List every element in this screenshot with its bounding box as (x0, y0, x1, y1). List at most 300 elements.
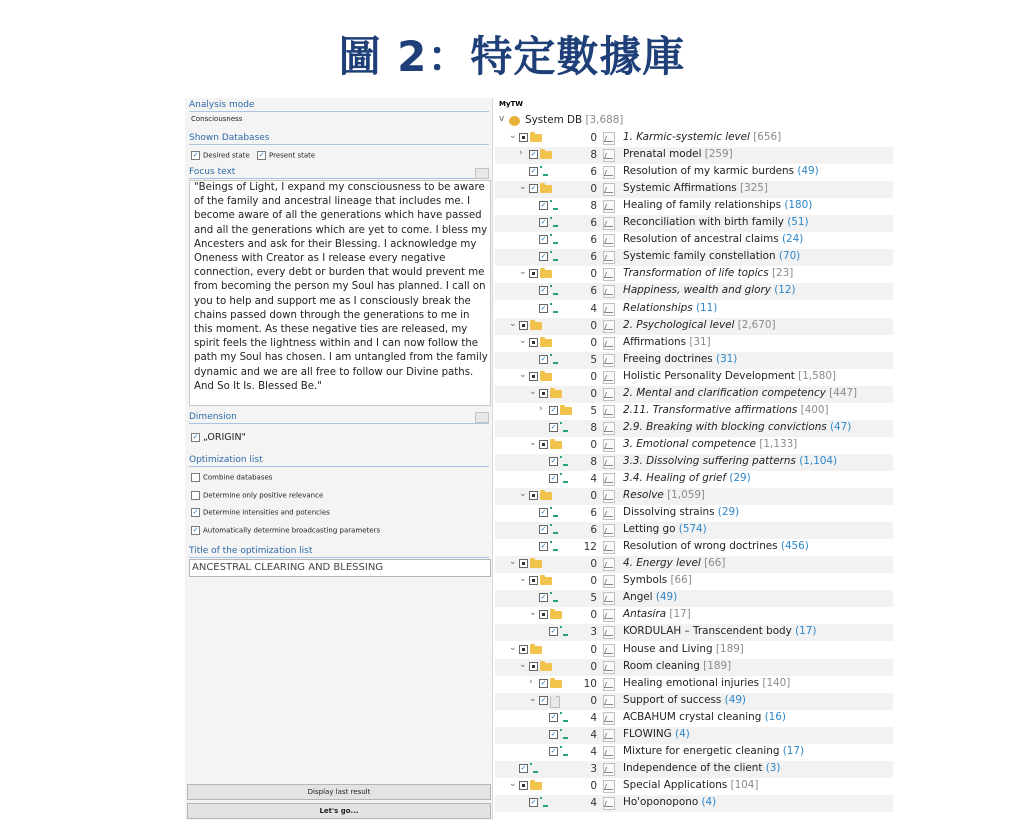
tree-row-count: (29) (729, 472, 751, 484)
tree-row-count: (180) (784, 199, 813, 212)
focus-text-area[interactable] (189, 180, 491, 406)
intensities-label: Determine intensities and potencies (203, 508, 330, 517)
graph-icon[interactable] (603, 780, 615, 793)
tree-row-label: Resolution of ancestral claims (24) (623, 233, 804, 246)
tree-row-count: [1,580] (798, 369, 837, 382)
tree-row[interactable] (495, 215, 893, 232)
tree-row[interactable] (495, 454, 893, 471)
graph-icon[interactable] (603, 217, 615, 230)
combine-label: Combine databases (203, 473, 273, 482)
tree-row-label: Systemic family constellation (70) (623, 250, 801, 263)
tree-row-score: 0 (590, 268, 597, 281)
tree-row[interactable] (495, 386, 893, 403)
tree-row-label: 2.9. Breaking with blocking convictions (47) (623, 420, 852, 433)
tree-row[interactable] (495, 607, 893, 624)
tree-row-checkbox[interactable] (529, 269, 538, 278)
tree-row[interactable] (495, 624, 893, 641)
graph-icon[interactable] (603, 132, 615, 145)
graph-icon[interactable] (603, 166, 615, 179)
chevron-down-icon[interactable]: ⌄ (519, 574, 527, 585)
tree-row-checkbox[interactable] (529, 491, 538, 500)
tree-row-count: [23] (771, 267, 794, 280)
folder-icon (540, 577, 552, 585)
tree-row-score: 8 (590, 200, 597, 213)
graph-icon[interactable] (603, 644, 615, 657)
list-icon[interactable] (475, 168, 489, 179)
tree-row-count: [400] (800, 403, 829, 416)
tree-row-count: (16) (764, 710, 786, 723)
tree-row-count: (24) (781, 233, 804, 246)
graph-icon[interactable] (603, 234, 615, 247)
leaf-entry-icon (550, 234, 558, 244)
tree-row-score: 5 (590, 592, 597, 605)
figure-title: 圖 2：特定數據庫 (338, 32, 686, 81)
tree-row-score: 0 (590, 319, 597, 332)
graph-icon[interactable] (603, 422, 615, 435)
tree-row-label: Systemic Affirmations [325] (623, 182, 768, 195)
tree-row-checkbox[interactable]: ✓ (530, 797, 537, 806)
leaf-entry-icon (540, 797, 548, 807)
graph-icon[interactable] (603, 251, 615, 264)
tree-row[interactable] (495, 573, 893, 590)
tree-row[interactable] (495, 778, 893, 795)
graph-icon[interactable] (603, 712, 615, 725)
folder-icon (550, 390, 562, 398)
database-tree-panel (495, 98, 895, 820)
tree-row[interactable] (495, 795, 893, 812)
tree-row[interactable] (495, 659, 893, 676)
graph-icon[interactable] (603, 268, 615, 281)
tree-row-checkbox[interactable] (539, 440, 548, 449)
tree-row-checkbox[interactable]: ✓ (550, 474, 557, 482)
graph-icon[interactable] (603, 473, 615, 486)
tree-row-checkbox[interactable]: ✓ (550, 405, 557, 414)
tree-row[interactable] (495, 266, 893, 283)
tree-row-count: [66] (704, 557, 726, 570)
tree-row-checkbox[interactable] (539, 389, 548, 398)
opt-positive[interactable] (191, 491, 323, 500)
settings-panel (185, 98, 493, 820)
tree-row-checkbox[interactable]: ✓ (540, 252, 547, 261)
tree-row-label: Transformation of life topics [23] (623, 267, 794, 280)
tree-row-count: [189] (703, 659, 732, 672)
intensities-checkbox[interactable]: ✓ (192, 508, 199, 516)
folder-icon (530, 322, 542, 330)
tree-row[interactable] (495, 642, 893, 659)
folder-icon (550, 441, 562, 449)
chevron-down-icon[interactable]: ⌄ (519, 335, 527, 346)
folder-icon (540, 373, 552, 381)
folder-icon (540, 339, 552, 347)
tree-row-count: [656] (753, 131, 782, 143)
tree-row[interactable] (495, 522, 893, 539)
root-label: System DB [3,688] (525, 114, 624, 126)
dimension-label: Dimension (189, 412, 489, 424)
tree-row-label: Freeing doctrines (31) (623, 352, 738, 365)
graph-icon[interactable] (603, 729, 615, 742)
tree-row-checkbox[interactable]: ✓ (540, 354, 547, 363)
chevron-down-icon[interactable]: ⌄ (529, 437, 537, 448)
tree-row-label: Resolution of wrong doctrines (456) (623, 540, 809, 553)
tree-row-score: 5 (590, 353, 597, 366)
tree-row-count: (49) (724, 693, 746, 706)
graph-icon[interactable] (603, 763, 615, 776)
dimension-checkbox[interactable]: ✓ (192, 433, 199, 441)
tree-row[interactable] (495, 249, 893, 266)
tree-row-checkbox[interactable]: ✓ (530, 150, 537, 159)
leaf-entry-icon (560, 473, 568, 483)
tree-row-score: 4 (590, 302, 597, 315)
tree-row-score: 8 (590, 149, 597, 162)
tree-row-count: [2,670] (737, 318, 776, 331)
tree-root[interactable] (495, 113, 893, 130)
graph-icon[interactable] (603, 149, 615, 162)
graph-icon[interactable] (603, 285, 615, 298)
graph-icon[interactable] (603, 200, 615, 213)
graph-icon[interactable] (603, 456, 615, 469)
chevron-down-icon[interactable]: ⌄ (519, 182, 527, 193)
chevron-down-icon[interactable]: ⌄ (509, 557, 517, 568)
tree-row[interactable] (495, 761, 893, 778)
tree-row-score: 4 (590, 796, 597, 809)
leaf-entry-icon (550, 592, 558, 602)
tree-row-checkbox[interactable]: ✓ (540, 695, 547, 704)
graph-icon[interactable] (603, 405, 615, 418)
focus-text: "Beings of Light, I expand my consciousness to be aware of the family and ancestral lineage that includes me. I become aware of all the generations which have passed and all the generations which are yet to come. I bless my Ancesters and ask for their Blessing. I acknowledge my Oneness with Creator as I release every negative connection, every debt or burden that would prevent me from becoming the person my Soul has planned. I call on you to help and support me as I consciously break the chains passed down through the generations to me in this moment. As these negative ties are released, my spirit feels the lightness within and I can now follow the path my Soul has chosen. I am untangled from the family dynamic and we are all free to follow our Divine paths. And So It Is. Blessed Be." (194, 182, 488, 392)
tree-row-count: [31] (689, 335, 711, 348)
tree-row-checkbox[interactable] (529, 662, 538, 671)
leaf-entry-icon (550, 200, 558, 210)
graph-icon[interactable] (603, 678, 615, 691)
tree-row[interactable] (495, 147, 893, 164)
tree-row-count: [17] (669, 608, 691, 621)
leaf-entry-icon (560, 456, 568, 466)
tree-row-count: (1,104) (799, 454, 838, 467)
leaf-entry-icon (560, 712, 568, 722)
tree-row[interactable] (495, 232, 893, 249)
graph-icon[interactable] (603, 524, 615, 537)
leaf-entry-icon (550, 541, 558, 551)
chevron-down-icon[interactable]: ⌄ (519, 267, 527, 278)
tree-row-count: (47) (830, 420, 852, 433)
tree-row[interactable] (495, 301, 893, 318)
leaf-entry-icon (550, 354, 558, 364)
tree-row[interactable] (495, 488, 893, 505)
tree-row-label: ACBAHUM crystal cleaning (16) (623, 710, 786, 723)
graph-icon[interactable] (603, 337, 615, 350)
tree-row-label: Resolution of my karmic burdens (49) (623, 165, 819, 178)
tree-row-checkbox[interactable]: ✓ (550, 712, 557, 721)
chevron-down-icon[interactable]: v (499, 114, 505, 124)
tree-row[interactable] (495, 283, 893, 300)
graph-icon[interactable] (603, 507, 615, 520)
folder-icon (530, 782, 542, 790)
graph-icon[interactable] (603, 558, 615, 571)
database-icon (509, 116, 520, 126)
tree-row-label: Independence of the client (3) (623, 761, 781, 774)
leaf-entry-icon (530, 763, 538, 773)
tree-row-score: 4 (590, 473, 597, 485)
tree-row-checkbox[interactable] (519, 133, 528, 142)
tree-row-label: Dissolving strains (29) (623, 506, 740, 519)
tree-row-checkbox[interactable]: ✓ (540, 525, 547, 534)
graph-icon[interactable] (603, 439, 615, 452)
folder-icon (540, 270, 552, 278)
tree-row-checkbox[interactable]: ✓ (540, 218, 547, 227)
tree-row-score: 0 (590, 694, 597, 707)
combine-checkbox[interactable] (191, 473, 200, 482)
tree-row-label: 2. Mental and clarification competency [447] (623, 386, 858, 399)
tree-row-score: 6 (590, 166, 597, 179)
tree-row-score: 6 (590, 285, 597, 298)
tree-row-label: Healing emotional injuries [140] (623, 676, 791, 689)
tree-row-label: 3. Emotional competence [1,133] (623, 437, 798, 450)
tree-row-count: (70) (778, 250, 801, 263)
tree-row-checkbox[interactable]: ✓ (540, 303, 547, 312)
tree-row[interactable] (495, 437, 893, 454)
tree-row[interactable] (495, 352, 893, 369)
tree-row-checkbox[interactable] (529, 576, 538, 585)
tree-row-label: Ho'oponopono (4) (623, 795, 717, 808)
graph-icon[interactable] (603, 183, 615, 196)
tree-row-count: (3) (765, 761, 781, 774)
tree-row-count: (4) (701, 795, 717, 808)
tree-row-score: 0 (590, 490, 597, 503)
tree-row[interactable] (495, 676, 893, 693)
tree-row-label: Resolve [1,059] (623, 489, 705, 502)
tree-row[interactable] (495, 369, 893, 386)
graph-icon[interactable] (603, 490, 615, 503)
opt-broadcasting[interactable] (191, 526, 380, 535)
folder-icon (530, 560, 542, 568)
tree-row-score: 6 (590, 217, 597, 230)
opt-intensities[interactable] (191, 508, 330, 517)
graph-icon[interactable] (603, 746, 615, 759)
tree-row[interactable] (495, 181, 893, 198)
db-option-desired[interactable] (191, 151, 250, 160)
positive-checkbox[interactable] (191, 491, 200, 500)
tree-row-score: 0 (590, 370, 597, 383)
chevron-down-icon[interactable]: ⌄ (509, 318, 517, 329)
tree-row-checkbox[interactable] (519, 321, 528, 330)
tree-row-checkbox[interactable]: ✓ (540, 201, 547, 210)
display-last-result-button[interactable]: Display last result (187, 784, 491, 800)
tree-row-score: 0 (590, 387, 597, 400)
tree-row-label: Affirmations [31] (623, 335, 711, 348)
dimension-item[interactable] (191, 432, 246, 443)
folder-icon (530, 646, 542, 654)
tree-row-count: (31) (716, 352, 738, 365)
tree-row-checkbox[interactable]: ✓ (550, 729, 557, 738)
tree-row-score: 8 (590, 421, 597, 434)
present-state-checkbox[interactable]: ✓ (258, 151, 265, 159)
leaf-entry-icon (550, 507, 558, 517)
tree-row-label: Special Applications [104] (623, 778, 759, 791)
tree-row-score: 4 (590, 728, 597, 741)
tree-row-score: 3 (590, 762, 597, 775)
tree-row-label: Symbols [66] (623, 574, 692, 587)
tree-row[interactable] (495, 727, 893, 744)
graph-icon[interactable] (603, 320, 615, 333)
tree-row-label: Angel (49) (623, 591, 678, 604)
tree-row-checkbox[interactable]: ✓ (550, 746, 557, 755)
tree-row-checkbox[interactable]: ✓ (540, 508, 547, 517)
analysis-mode-value[interactable]: Consciousness (191, 115, 243, 123)
tree-row-score: 0 (590, 660, 597, 673)
tree-row-checkbox[interactable] (539, 610, 548, 619)
opt-combine[interactable] (191, 473, 272, 482)
tree-row-label: Reconciliation with birth family (51) (623, 216, 809, 229)
tree-row-checkbox[interactable] (529, 372, 538, 381)
tree-row-checkbox[interactable]: ✓ (540, 542, 547, 551)
title-list-input[interactable]: ANCESTRAL CLEARING AND BLESSING (189, 559, 491, 577)
graph-icon[interactable] (603, 661, 615, 674)
folder-icon (540, 151, 552, 159)
graph-icon[interactable] (603, 354, 615, 367)
chevron-down-icon[interactable]: ⌄ (529, 608, 537, 619)
graph-icon[interactable] (475, 412, 489, 423)
tree-row-score: 0 (590, 643, 597, 656)
tree-row-count: [66] (670, 574, 692, 587)
chevron-down-icon[interactable]: ⌄ (519, 489, 527, 500)
tree-row[interactable] (495, 590, 893, 607)
folder-icon (540, 492, 552, 500)
tree-row[interactable] (495, 198, 893, 215)
tree-row-count: [1,059] (667, 489, 705, 502)
tree-row[interactable] (495, 403, 893, 420)
lets-go-button[interactable]: Let's go... (187, 803, 491, 819)
tree-row[interactable] (495, 130, 893, 147)
tree-row-count: [140] (762, 676, 791, 689)
tree-row-count: [189] (715, 642, 744, 655)
tree-row-label: FLOWING (4) (623, 727, 690, 740)
tree-row-checkbox[interactable]: ✓ (550, 422, 557, 431)
chevron-right-icon[interactable]: › (539, 403, 543, 414)
tree-row[interactable] (495, 318, 893, 335)
chevron-right-icon[interactable]: › (519, 148, 523, 159)
tree-row-checkbox[interactable] (529, 338, 538, 347)
tree-row-checkbox[interactable]: ✓ (540, 678, 547, 687)
db-option-present[interactable] (257, 151, 315, 160)
tree-row-checkbox[interactable]: ✓ (520, 763, 527, 772)
focus-text-label: Focus text (189, 167, 489, 179)
graph-icon[interactable] (603, 695, 615, 708)
tree-row[interactable] (495, 744, 893, 761)
chevron-down-icon[interactable]: ⌄ (519, 369, 527, 380)
tree-row-checkbox[interactable]: ✓ (540, 593, 547, 602)
tree-row-count: (11) (695, 301, 718, 314)
graph-icon[interactable] (603, 609, 615, 622)
tree-row-score: 0 (590, 575, 597, 588)
tree-row-label: Room cleaning [189] (623, 659, 732, 672)
folder-icon (530, 134, 542, 142)
chevron-down-icon[interactable]: ⌄ (509, 131, 517, 141)
chevron-down-icon[interactable]: ⌄ (509, 642, 517, 653)
chevron-down-icon[interactable]: ⌄ (509, 778, 517, 789)
tree-row-count: (4) (675, 727, 690, 740)
tree-row[interactable] (495, 539, 893, 556)
tree-row-count: (17) (782, 744, 805, 757)
tree-row-score: 6 (590, 251, 597, 264)
graph-icon[interactable] (603, 592, 615, 605)
tree-row-label: 2.11. Transformative affirmations [400] (623, 403, 829, 416)
chevron-right-icon[interactable]: › (529, 676, 533, 687)
optimization-list-label: Optimization list (189, 455, 489, 467)
positive-label: Determine only positive relevance (203, 491, 324, 500)
tree-row-score: 5 (590, 404, 597, 417)
tree-row-checkbox[interactable]: ✓ (540, 235, 547, 244)
tree-row-score: 6 (590, 234, 597, 247)
tree-row-count: (29) (717, 506, 740, 519)
broadcasting-checkbox[interactable]: ✓ (192, 526, 199, 534)
desired-state-checkbox[interactable]: ✓ (192, 151, 199, 159)
shown-databases-label: Shown Databases (189, 133, 489, 145)
tree-row-checkbox[interactable]: ✓ (530, 167, 537, 176)
tree-row-score: 0 (590, 558, 597, 571)
graph-icon[interactable] (603, 303, 615, 316)
graph-icon[interactable] (603, 575, 615, 588)
tree-row-label: 3.4. Healing of grief (29) (623, 472, 751, 484)
tree-row-checkbox[interactable]: ✓ (550, 456, 557, 465)
tree-row-checkbox[interactable] (519, 781, 528, 790)
leaf-entry-icon (540, 166, 548, 176)
tree-row-checkbox[interactable] (519, 559, 528, 568)
chevron-down-icon[interactable]: ⌄ (519, 659, 527, 670)
folder-icon (540, 663, 552, 671)
tree-row-score: 0 (590, 336, 597, 349)
tree-row[interactable] (495, 164, 893, 181)
tree-row-count: [259] (704, 148, 733, 161)
graph-icon[interactable] (603, 388, 615, 401)
tree-row-score: 3 (590, 626, 597, 639)
graph-icon[interactable] (603, 797, 615, 810)
tree-row-label: Relationships (11) (623, 301, 718, 314)
tree-row-count: (456) (780, 540, 809, 553)
tree-row-label: Support of success (49) (623, 693, 746, 706)
tree-row-count: [447] (829, 386, 858, 399)
graph-icon[interactable] (603, 541, 615, 554)
tree-row[interactable] (495, 505, 893, 522)
tree-row[interactable] (495, 335, 893, 352)
tree-row-label: Antasira [17] (623, 608, 691, 621)
tree-row-score: 10 (583, 677, 597, 690)
tree-row[interactable] (495, 471, 893, 488)
tree-row-label: KORDULAH – Transcendent body (17) (623, 625, 817, 638)
folder-icon (550, 680, 562, 688)
tree-row-score: 8 (590, 455, 597, 468)
tree-row-checkbox[interactable]: ✓ (550, 627, 557, 636)
tree-row-checkbox[interactable] (519, 645, 528, 654)
leaf-entry-icon (560, 422, 568, 432)
tree-row[interactable] (495, 420, 893, 437)
tree-row-checkbox[interactable]: ✓ (540, 286, 547, 295)
tree-row[interactable] (495, 556, 893, 573)
tree-row-score: 0 (590, 183, 597, 196)
folder-icon (540, 185, 552, 193)
tree-row-checkbox[interactable]: ✓ (530, 184, 537, 193)
tree-row-score: 4 (590, 745, 597, 758)
chevron-down-icon[interactable]: ⌄ (529, 693, 537, 704)
graph-icon[interactable] (603, 626, 615, 639)
graph-icon[interactable] (603, 371, 615, 384)
tree-row-score: 4 (590, 711, 597, 724)
chevron-down-icon[interactable]: ⌄ (529, 386, 537, 397)
tree-row-count: (49) (655, 591, 678, 604)
tree-row[interactable] (495, 710, 893, 727)
tree-row-score: 0 (590, 779, 597, 792)
tree-row-label: Happiness, wealth and glory (12) (623, 284, 796, 297)
tree-row[interactable] (495, 693, 893, 710)
